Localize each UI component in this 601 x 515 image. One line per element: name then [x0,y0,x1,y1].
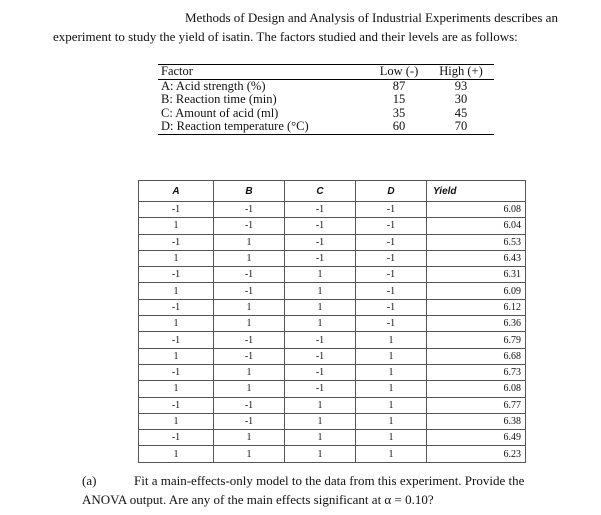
col-header-yield: Yield [427,181,526,202]
cell-c: -1 [285,348,356,364]
intro-line-1: Methods of Design and Analysis of Industrial Experiments describes an [185,10,558,25]
factor-row [158,79,494,93]
table-row [139,316,526,332]
factor-name: B: Reaction time (min) [161,92,277,106]
cell-a: 1 [139,218,214,234]
cell-c: 1 [285,430,356,446]
design-table [138,180,526,463]
high-level: 93 [454,78,468,93]
table-row [139,430,526,446]
high-header: High (+) [428,65,494,80]
cell-a: 1 [139,250,214,266]
cell-a: -1 [139,397,214,413]
cell-b: -1 [214,332,285,348]
cell-a: 1 [139,316,214,332]
cell-yield: 6.53 [427,234,526,250]
cell-d: -1 [356,283,427,299]
factor-header: Factor [158,65,370,80]
cell-d: 1 [356,364,427,380]
low-level: 87 [392,78,406,93]
table-row [139,234,526,250]
cell-c: 1 [285,283,356,299]
cell-yield: 6.04 [427,218,526,234]
cell-yield: 6.79 [427,332,526,348]
table-row [139,413,526,429]
cell-d: 1 [356,348,427,364]
cell-a: -1 [139,267,214,283]
cell-a: 1 [139,413,214,429]
table-row [139,446,526,462]
cell-c: 1 [285,316,356,332]
cell-a: -1 [139,364,214,380]
cell-b: 1 [214,250,285,266]
high-level: 45 [454,105,468,120]
cell-yield: 6.23 [427,446,526,462]
factor-table-header [158,65,494,80]
cell-a: -1 [139,234,214,250]
table-row [139,202,526,218]
cell-b: -1 [214,413,285,429]
table-row [139,381,526,397]
low-level: 35 [392,105,406,120]
cell-d: 1 [356,332,427,348]
cell-yield: 6.77 [427,397,526,413]
cell-c: -1 [285,332,356,348]
cell-yield: 6.36 [427,316,526,332]
table-row [139,283,526,299]
cell-b: 1 [214,299,285,315]
cell-yield: 6.09 [427,283,526,299]
intro-line-2: experiment to study the yield of isatin. The factors studied and their levels are as follows: [53,29,518,44]
cell-yield: 6.43 [427,250,526,266]
cell-a: 1 [139,348,214,364]
cell-d: -1 [356,299,427,315]
cell-yield: 6.08 [427,202,526,218]
cell-b: 1 [214,316,285,332]
cell-d: 1 [356,381,427,397]
col-header-a: A [139,181,214,202]
cell-yield: 6.31 [427,267,526,283]
col-header-d: D [356,181,427,202]
cell-a: -1 [139,299,214,315]
cell-c: 1 [285,446,356,462]
cell-a: 1 [139,381,214,397]
cell-c: -1 [285,364,356,380]
cell-d: 1 [356,430,427,446]
cell-yield: 6.08 [427,381,526,397]
table-row [139,267,526,283]
factor-row [158,93,494,107]
cell-yield: 6.68 [427,348,526,364]
cell-yield: 6.73 [427,364,526,380]
low-level: 60 [370,120,428,134]
cell-a: -1 [139,202,214,218]
high-level: 70 [428,120,494,134]
cell-a: 1 [139,283,214,299]
cell-b: -1 [214,283,285,299]
cell-b: -1 [214,397,285,413]
high-level: 30 [454,92,468,106]
cell-c: -1 [285,202,356,218]
table-row [139,348,526,364]
cell-b: -1 [214,218,285,234]
cell-c: -1 [285,381,356,397]
cell-c: 1 [285,397,356,413]
table-row [139,250,526,266]
question-line-1: Fit a main-effects-only model to the data from this experiment. Provide the [134,473,525,488]
cell-a: 1 [139,446,214,462]
factor-name: C: Amount of acid (ml) [161,105,279,120]
cell-d: -1 [356,267,427,283]
low-header: Low (-) [370,65,428,80]
cell-c: -1 [285,234,356,250]
cell-yield: 6.12 [427,299,526,315]
table-row [139,397,526,413]
factor-name: A: Acid strength (%) [161,78,266,93]
cell-d: -1 [356,202,427,218]
table-row [139,364,526,380]
cell-b: -1 [214,202,285,218]
cell-b: 1 [214,430,285,446]
cell-b: 1 [214,364,285,380]
low-level: 15 [392,92,406,106]
col-header-c: C [285,181,356,202]
design-table-header [139,181,526,202]
cell-d: -1 [356,250,427,266]
cell-b: 1 [214,381,285,397]
cell-d: 1 [356,397,427,413]
cell-b: 1 [214,446,285,462]
cell-a: -1 [139,332,214,348]
cell-d: -1 [356,316,427,332]
cell-yield: 6.38 [427,413,526,429]
col-header-b: B [214,181,285,202]
cell-d: -1 [356,218,427,234]
table-row [139,332,526,348]
factor-row [158,120,494,134]
cell-d: 1 [356,446,427,462]
cell-c: 1 [285,267,356,283]
factor-row [158,107,494,121]
cell-b: -1 [214,348,285,364]
question-label: (a) [82,473,97,488]
cell-b: 1 [214,234,285,250]
cell-yield: 6.49 [427,430,526,446]
cell-b: -1 [214,267,285,283]
factor-levels-table [158,64,494,135]
cell-c: -1 [285,250,356,266]
table-row [139,218,526,234]
cell-c: 1 [285,413,356,429]
cell-a: -1 [139,430,214,446]
cell-d: -1 [356,234,427,250]
question-line-2: ANOVA output. Are any of the main effects significant at α = 0.10? [82,492,434,507]
table-row [139,299,526,315]
factor-name: D: Reaction temperature (°C) [158,120,370,134]
cell-c: -1 [285,218,356,234]
cell-d: 1 [356,413,427,429]
cell-c: 1 [285,299,356,315]
